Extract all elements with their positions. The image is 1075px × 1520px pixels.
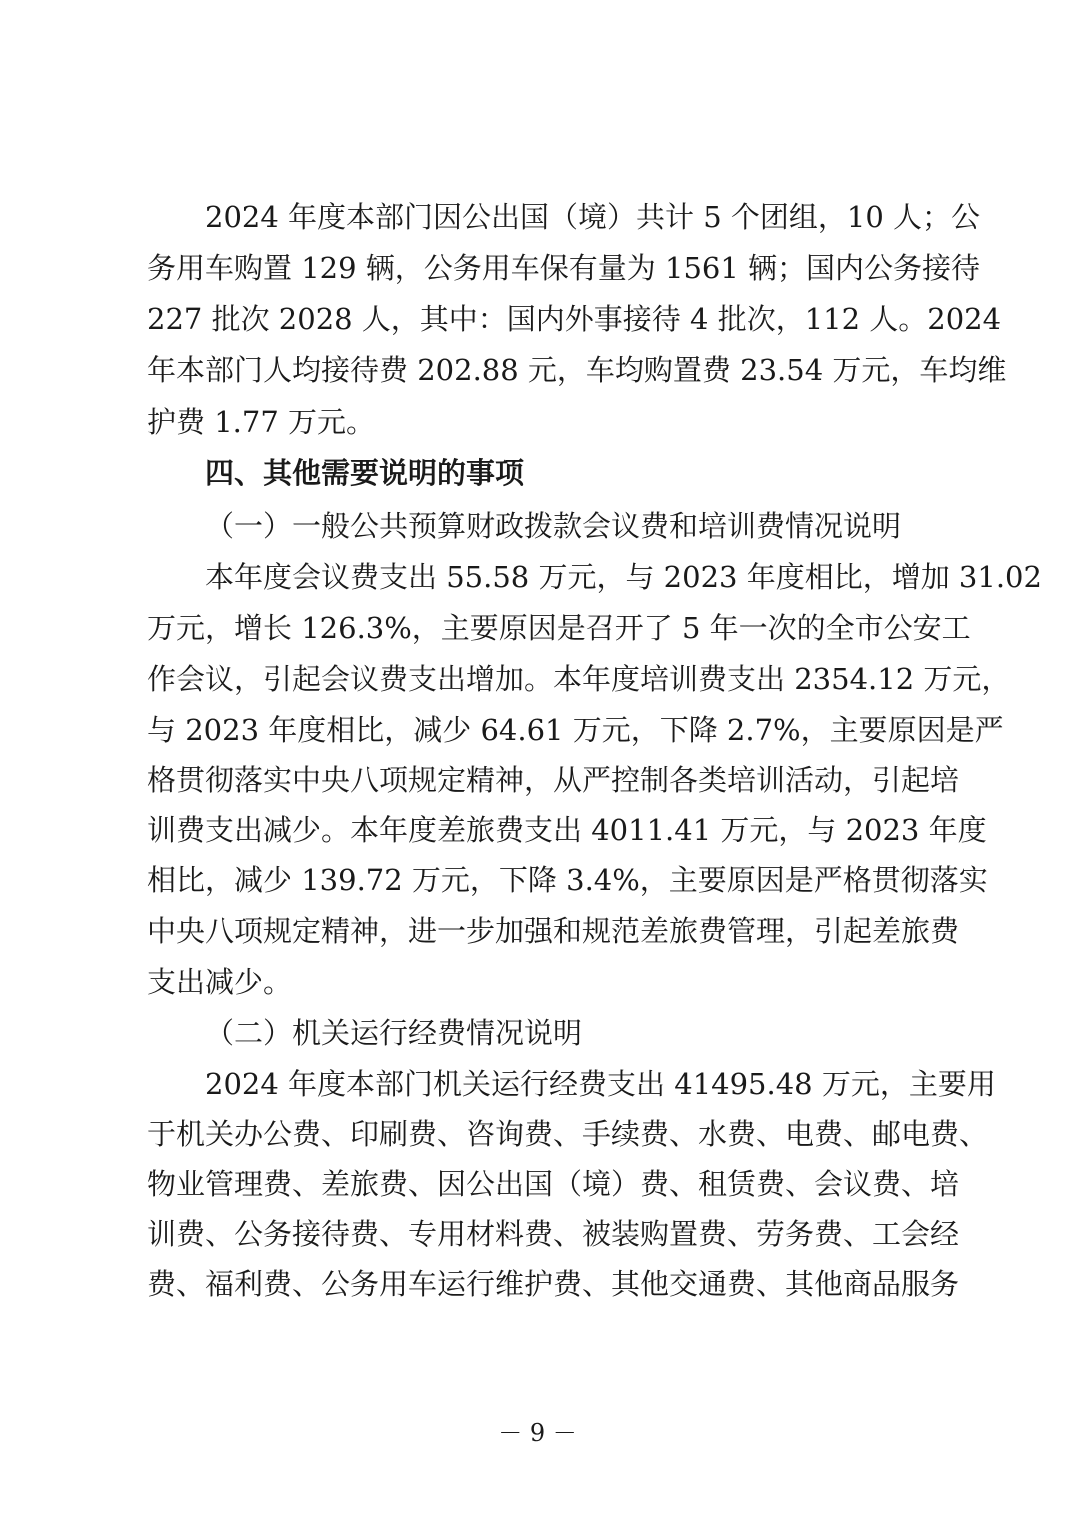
paragraph-line: 格贯彻落实中央八项规定精神，从严控制各类培训活动，引起培 (147, 763, 960, 797)
paragraph-line: 2024 年度本部门机关运行经费支出 41495.48 万元，主要用 (205, 1067, 996, 1101)
paragraph-line: 年本部门人均接待费 202.88 元，车均购置费 23.54 万元，车均维 (147, 353, 1007, 387)
paragraph-line: 训费、公务接待费、专用材料费、被装购置费、劳务费、工会经 (147, 1217, 960, 1251)
paragraph-line: 费、福利费、公务用车运行维护费、其他交通费、其他商品服务 (147, 1267, 960, 1301)
paragraph-line: 护费 1.77 万元。 (147, 405, 376, 439)
paragraph-line: 作会议，引起会议费支出增加。本年度培训费支出 2354.12 万元， (147, 662, 1011, 696)
paragraph-line: 于机关办公费、印刷费、咨询费、手续费、水费、电费、邮电费、 (147, 1117, 989, 1151)
paragraph-line: 中央八项规定精神，进一步加强和规范差旅费管理，引起差旅费 (147, 914, 960, 948)
section-heading: 四、其他需要说明的事项 (205, 456, 525, 490)
subsection-heading: （一）一般公共预算财政拨款会议费和培训费情况说明 (205, 509, 902, 543)
paragraph-line: 227 批次 2028 人，其中：国内外事接待 4 批次，112 人。2024 (147, 302, 1002, 336)
paragraph-line: 务用车购置 129 辆，公务用车保有量为 1561 辆；国内公务接待 (147, 251, 981, 285)
paragraph-line: 支出减少。 (147, 965, 293, 999)
paragraph-line: 本年度会议费支出 55.58 万元，与 2023 年度相比，增加 31.02 (205, 560, 1042, 594)
paragraph-line: 训费支出减少。本年度差旅费支出 4011.41 万元，与 2023 年度 (147, 813, 987, 847)
subsection-heading: （二）机关运行经费情况说明 (205, 1016, 583, 1050)
paragraph-line: 2024 年度本部门因公出国（境）共计 5 个团组，10 人；公 (205, 200, 981, 234)
paragraph-line: 物业管理费、差旅费、因公出国（境）费、租赁费、会议费、培 (147, 1167, 960, 1201)
paragraph-line: 与 2023 年度相比，减少 64.61 万元，下降 2.7%，主要原因是严 (147, 713, 1004, 747)
paragraph-line: 相比，减少 139.72 万元，下降 3.4%，主要原因是严格贯彻落实 (147, 863, 988, 897)
page-number: － 9 － (498, 1419, 577, 1447)
paragraph-line: 万元，增长 126.3%，主要原因是召开了 5 年一次的全市公安工 (147, 611, 971, 645)
